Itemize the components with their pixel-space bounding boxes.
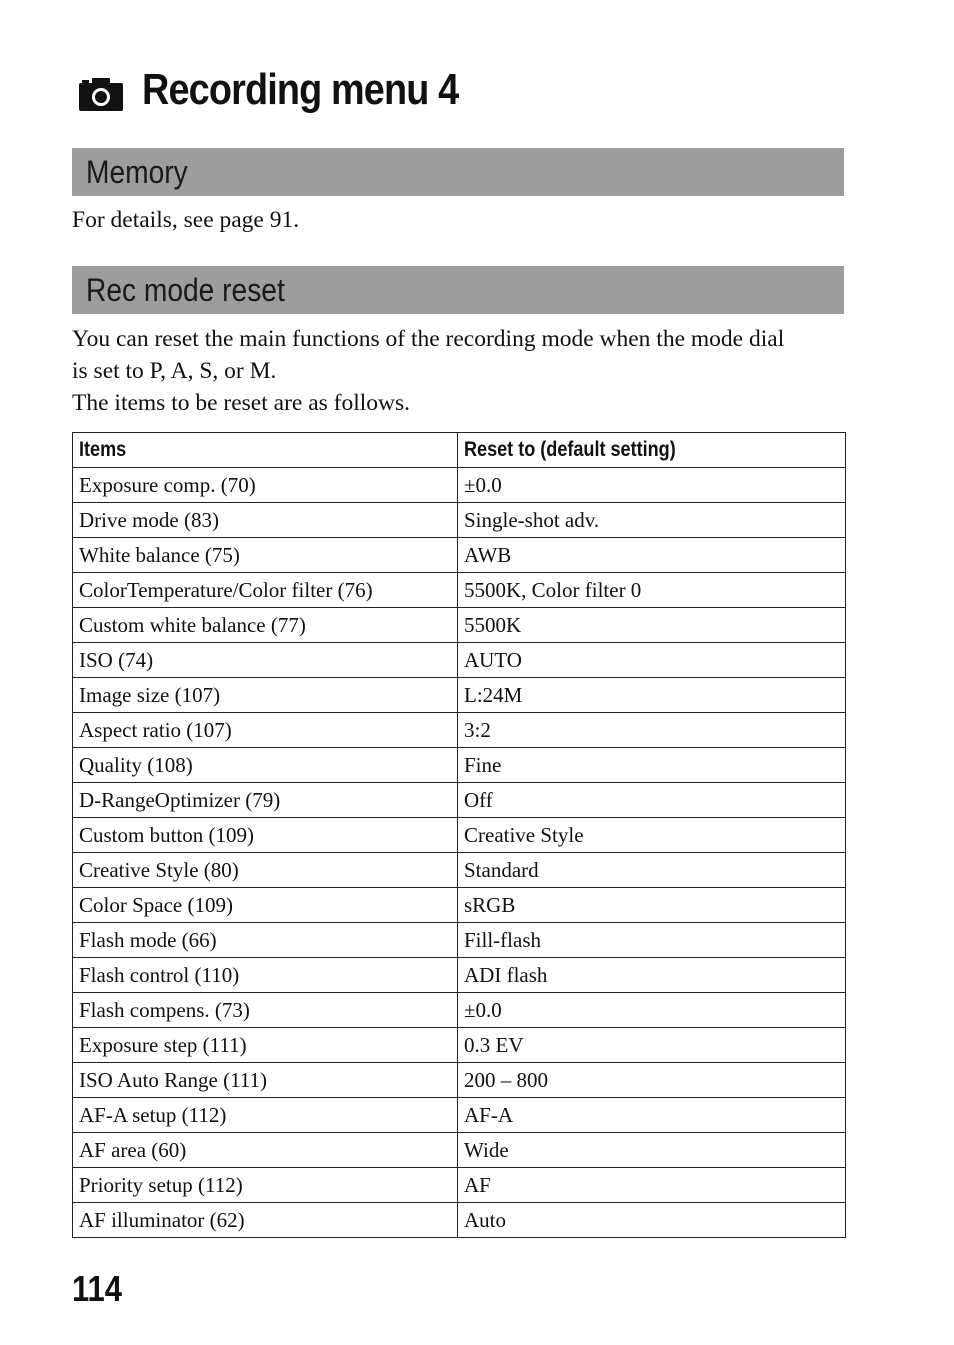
- default-setting-cell: ADI flash: [458, 958, 846, 993]
- table-row: [73, 1133, 846, 1168]
- item-cell: Flash compens. (73): [73, 993, 458, 1028]
- table-row: [73, 573, 846, 608]
- table-body: [73, 468, 846, 1238]
- page-title: Recording menu 4: [142, 65, 459, 114]
- table-row: [73, 888, 846, 923]
- table-row: [73, 1098, 846, 1133]
- table-row: [73, 643, 846, 678]
- default-setting-cell: AUTO: [458, 643, 846, 678]
- table-row: [73, 713, 846, 748]
- column-header-items: [73, 433, 458, 468]
- item-cell: ISO Auto Range (111): [73, 1063, 458, 1098]
- default-setting-cell: AF: [458, 1168, 846, 1203]
- default-setting-cell: 200 – 800: [458, 1063, 846, 1098]
- table-row: [73, 1063, 846, 1098]
- default-setting-cell: 0.3 EV: [458, 1028, 846, 1063]
- table-row: [73, 503, 846, 538]
- table-row: [73, 958, 846, 993]
- item-cell: Creative Style (80): [73, 853, 458, 888]
- column-header-label: Items: [79, 438, 127, 461]
- description-line: The items to be reset are as follows.: [72, 390, 411, 416]
- default-setting-cell: 5500K: [458, 608, 846, 643]
- section-heading-memory: [72, 148, 844, 196]
- item-cell: AF area (60): [73, 1133, 458, 1168]
- table-row: [73, 748, 846, 783]
- item-cell: D-RangeOptimizer (79): [73, 783, 458, 818]
- table-row: [73, 468, 846, 503]
- default-setting-cell: 5500K, Color filter 0: [458, 573, 846, 608]
- default-setting-cell: ±0.0: [458, 993, 846, 1028]
- section-heading-label: Memory: [86, 153, 188, 190]
- item-cell: Exposure step (111): [73, 1028, 458, 1063]
- rec-mode-reset-description: [72, 323, 852, 419]
- camera-icon: [78, 76, 124, 112]
- section-heading-label: Rec mode reset: [86, 271, 285, 308]
- default-setting-cell: Single-shot adv.: [458, 503, 846, 538]
- column-header-label: Reset to (default setting): [464, 438, 676, 461]
- table-row: [73, 678, 846, 713]
- table-row: [73, 1168, 846, 1203]
- memory-description: For details, see page 91.: [72, 207, 300, 233]
- page-header: [78, 62, 510, 118]
- item-cell: Flash mode (66): [73, 923, 458, 958]
- item-cell: Aspect ratio (107): [73, 713, 458, 748]
- default-setting-cell: AWB: [458, 538, 846, 573]
- item-cell: Priority setup (112): [73, 1168, 458, 1203]
- default-setting-cell: Fill-flash: [458, 923, 846, 958]
- table-row: [73, 818, 846, 853]
- item-cell: AF illuminator (62): [73, 1203, 458, 1238]
- table-header-row: [73, 433, 846, 468]
- item-cell: Custom white balance (77): [73, 608, 458, 643]
- table-row: [73, 1028, 846, 1063]
- item-cell: ISO (74): [73, 643, 458, 678]
- item-cell: Image size (107): [73, 678, 458, 713]
- item-cell: ColorTemperature/Color filter (76): [73, 573, 458, 608]
- default-setting-cell: Auto: [458, 1203, 846, 1238]
- section-heading-rec-mode-reset: [72, 266, 844, 314]
- item-cell: Quality (108): [73, 748, 458, 783]
- item-cell: Flash control (110): [73, 958, 458, 993]
- item-cell: Drive mode (83): [73, 503, 458, 538]
- table-row: [73, 538, 846, 573]
- default-setting-cell: ±0.0: [458, 468, 846, 503]
- item-cell: AF-A setup (112): [73, 1098, 458, 1133]
- table-row: [73, 923, 846, 958]
- item-cell: Color Space (109): [73, 888, 458, 923]
- description-line: You can reset the main functions of the recording mode when the mode dial: [72, 326, 785, 352]
- item-cell: Exposure comp. (70): [73, 468, 458, 503]
- default-setting-cell: Creative Style: [458, 818, 846, 853]
- default-setting-cell: Fine: [458, 748, 846, 783]
- default-setting-cell: Standard: [458, 853, 846, 888]
- default-setting-cell: AF-A: [458, 1098, 846, 1133]
- item-cell: Custom button (109): [73, 818, 458, 853]
- page-number: 114: [72, 1268, 122, 1309]
- item-cell: White balance (75): [73, 538, 458, 573]
- table-row: [73, 993, 846, 1028]
- description-line: is set to P, A, S, or M.: [72, 358, 277, 384]
- default-setting-cell: 3:2: [458, 713, 846, 748]
- table-row: [73, 783, 846, 818]
- default-setting-cell: Wide: [458, 1133, 846, 1168]
- default-setting-cell: Off: [458, 783, 846, 818]
- table-row: [73, 853, 846, 888]
- default-setting-cell: L:24M: [458, 678, 846, 713]
- default-setting-cell: sRGB: [458, 888, 846, 923]
- column-header-reset-to: [458, 433, 846, 468]
- table-row: [73, 608, 846, 643]
- table-row: [73, 1203, 846, 1238]
- reset-settings-table: [72, 432, 846, 1238]
